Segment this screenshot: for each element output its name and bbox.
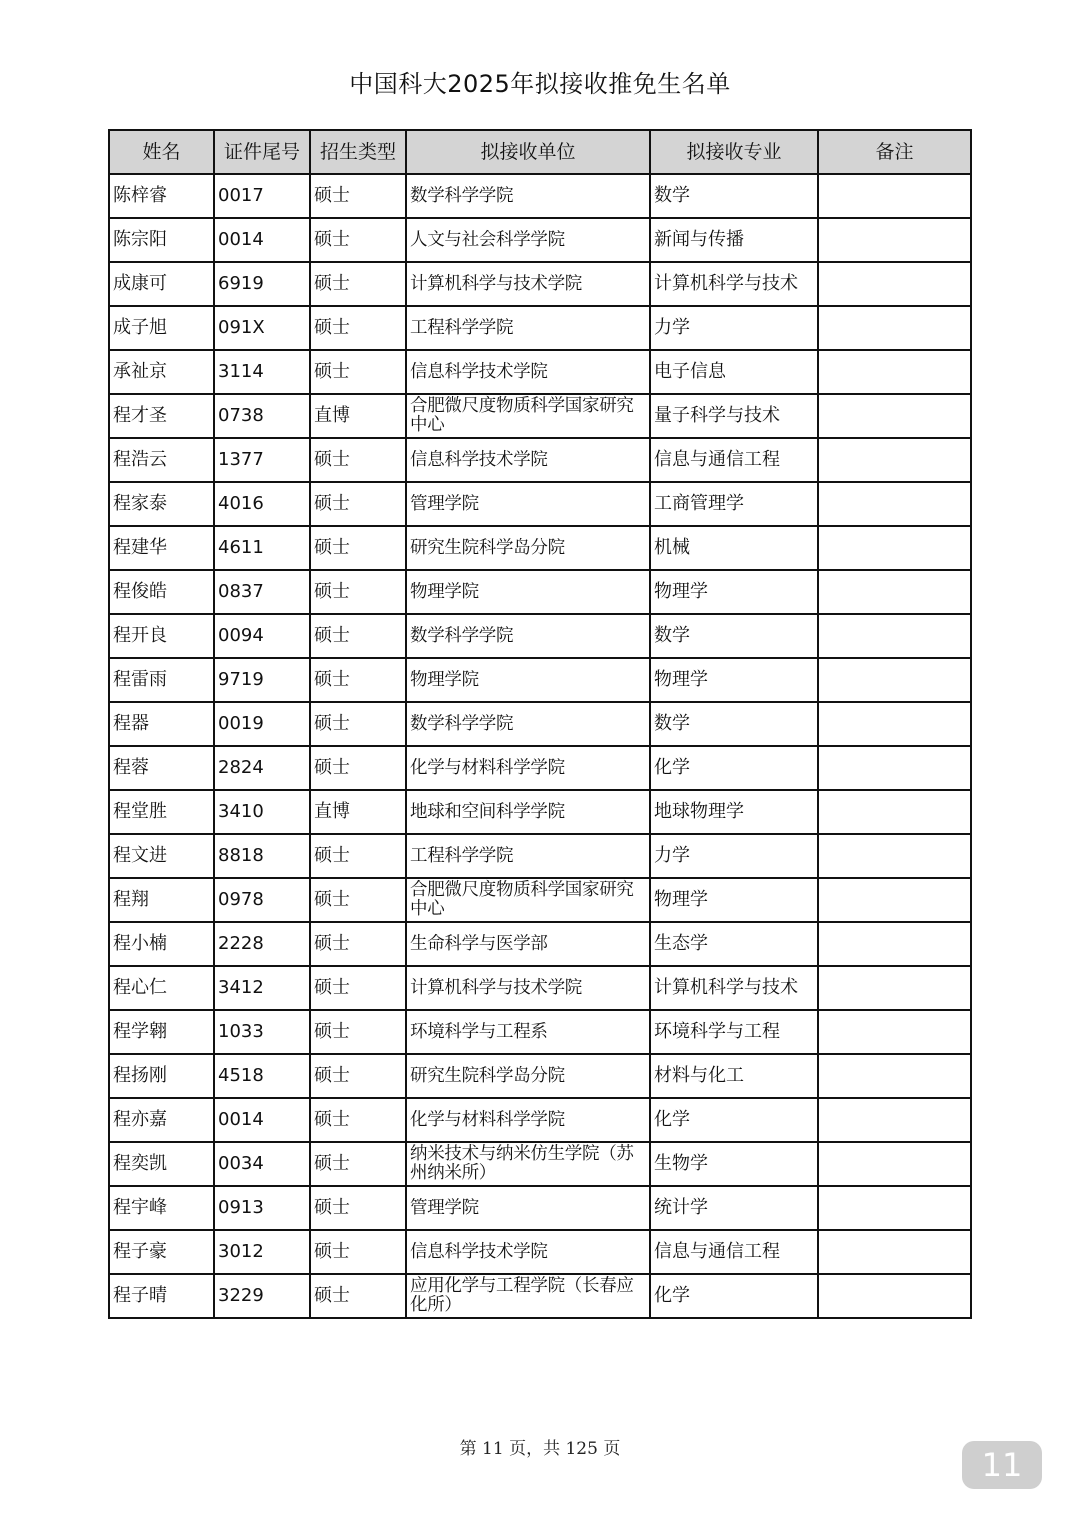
cell-remarks [818, 526, 971, 570]
cell-unit: 管理学院 [406, 482, 650, 526]
cell-id-suffix: 0014 [214, 1098, 310, 1142]
page-title: 中国科大2025年拟接收推免生名单 [349, 70, 731, 98]
page-number-footer: 第 11 页，共 125 页 [459, 1439, 621, 1459]
cell-enroll-type: 硕士 [310, 262, 406, 306]
header-id-suffix: 证件尾号 [214, 130, 310, 174]
table-row [109, 1098, 971, 1142]
cell-id-suffix: 1377 [214, 438, 310, 482]
cell-unit: 纳米技术与纳米仿生学院（苏州纳米所） [406, 1142, 650, 1186]
cell-id-suffix: 6919 [214, 262, 310, 306]
header-unit: 拟接收单位 [406, 130, 650, 174]
cell-unit: 信息科学技术学院 [406, 438, 650, 482]
cell-enroll-type: 硕士 [310, 614, 406, 658]
cell-enroll-type: 直博 [310, 394, 406, 438]
cell-major: 信息与通信工程 [650, 1230, 818, 1274]
cell-name: 程雷雨 [109, 658, 214, 702]
cell-unit: 计算机科学与技术学院 [406, 262, 650, 306]
cell-name: 程奕凯 [109, 1142, 214, 1186]
cell-unit: 数学科学学院 [406, 702, 650, 746]
cell-id-suffix: 0034 [214, 1142, 310, 1186]
cell-enroll-type: 直博 [310, 790, 406, 834]
cell-unit: 信息科学技术学院 [406, 1230, 650, 1274]
cell-unit: 工程科学学院 [406, 306, 650, 350]
cell-major: 生物学 [650, 1142, 818, 1186]
cell-unit: 研究生院科学岛分院 [406, 526, 650, 570]
cell-remarks [818, 1274, 971, 1318]
table-row [109, 878, 971, 922]
table-row [109, 306, 971, 350]
cell-remarks [818, 1230, 971, 1274]
table-row [109, 614, 971, 658]
cell-major: 化学 [650, 746, 818, 790]
table-row [109, 174, 971, 218]
cell-remarks [818, 262, 971, 306]
cell-enroll-type: 硕士 [310, 1142, 406, 1186]
cell-id-suffix: 2228 [214, 922, 310, 966]
cell-major: 材料与化工 [650, 1054, 818, 1098]
table-row [109, 746, 971, 790]
cell-major: 物理学 [650, 570, 818, 614]
cell-id-suffix: 0913 [214, 1186, 310, 1230]
cell-enroll-type: 硕士 [310, 306, 406, 350]
cell-major: 生态学 [650, 922, 818, 966]
cell-remarks [818, 218, 971, 262]
cell-enroll-type: 硕士 [310, 1054, 406, 1098]
cell-major: 新闻与传播 [650, 218, 818, 262]
page-number-badge: 11 [962, 1441, 1042, 1489]
cell-id-suffix: 3229 [214, 1274, 310, 1318]
table-row [109, 394, 971, 438]
cell-unit: 工程科学学院 [406, 834, 650, 878]
cell-remarks [818, 1142, 971, 1186]
cell-enroll-type: 硕士 [310, 1230, 406, 1274]
cell-major: 统计学 [650, 1186, 818, 1230]
table-row [109, 1230, 971, 1274]
cell-id-suffix: 0019 [214, 702, 310, 746]
cell-unit: 人文与社会科学学院 [406, 218, 650, 262]
cell-name: 成康可 [109, 262, 214, 306]
cell-enroll-type: 硕士 [310, 1098, 406, 1142]
cell-major: 计算机科学与技术 [650, 966, 818, 1010]
cell-major: 数学 [650, 174, 818, 218]
cell-remarks [818, 790, 971, 834]
cell-enroll-type: 硕士 [310, 570, 406, 614]
cell-id-suffix: 3012 [214, 1230, 310, 1274]
cell-major: 信息与通信工程 [650, 438, 818, 482]
cell-id-suffix: 4518 [214, 1054, 310, 1098]
cell-name: 程宇峰 [109, 1186, 214, 1230]
table-row [109, 1186, 971, 1230]
cell-remarks [818, 1186, 971, 1230]
cell-unit: 化学与材料科学学院 [406, 1098, 650, 1142]
cell-name: 程堂胜 [109, 790, 214, 834]
cell-major: 计算机科学与技术 [650, 262, 818, 306]
cell-enroll-type: 硕士 [310, 834, 406, 878]
cell-name: 程学翱 [109, 1010, 214, 1054]
cell-name: 成子旭 [109, 306, 214, 350]
cell-unit: 应用化学与工程学院（长春应化所） [406, 1274, 650, 1318]
cell-name: 程家泰 [109, 482, 214, 526]
cell-remarks [818, 438, 971, 482]
cell-unit: 研究生院科学岛分院 [406, 1054, 650, 1098]
cell-id-suffix: 8818 [214, 834, 310, 878]
cell-name: 程文进 [109, 834, 214, 878]
table-row [109, 834, 971, 878]
table-row [109, 570, 971, 614]
cell-name: 程器 [109, 702, 214, 746]
cell-id-suffix: 091X [214, 306, 310, 350]
header-remarks: 备注 [818, 130, 971, 174]
cell-name: 陈宗阳 [109, 218, 214, 262]
cell-major: 环境科学与工程 [650, 1010, 818, 1054]
cell-id-suffix: 2824 [214, 746, 310, 790]
cell-remarks [818, 482, 971, 526]
cell-enroll-type: 硕士 [310, 922, 406, 966]
cell-name: 程建华 [109, 526, 214, 570]
cell-enroll-type: 硕士 [310, 658, 406, 702]
cell-name: 程扬刚 [109, 1054, 214, 1098]
cell-major: 力学 [650, 306, 818, 350]
cell-remarks [818, 306, 971, 350]
table-row [109, 790, 971, 834]
cell-name: 程开良 [109, 614, 214, 658]
table-row [109, 350, 971, 394]
cell-name: 程子豪 [109, 1230, 214, 1274]
cell-name: 程子晴 [109, 1274, 214, 1318]
table-row [109, 1274, 971, 1318]
cell-remarks [818, 1098, 971, 1142]
cell-id-suffix: 4611 [214, 526, 310, 570]
cell-remarks [818, 1010, 971, 1054]
cell-major: 地球物理学 [650, 790, 818, 834]
cell-major: 电子信息 [650, 350, 818, 394]
cell-id-suffix: 4016 [214, 482, 310, 526]
cell-remarks [818, 1054, 971, 1098]
cell-enroll-type: 硕士 [310, 526, 406, 570]
cell-major: 数学 [650, 702, 818, 746]
cell-id-suffix: 3412 [214, 966, 310, 1010]
cell-unit: 地球和空间科学学院 [406, 790, 650, 834]
header-name: 姓名 [109, 130, 214, 174]
cell-name: 程才圣 [109, 394, 214, 438]
cell-remarks [818, 658, 971, 702]
cell-id-suffix: 0978 [214, 878, 310, 922]
cell-major: 机械 [650, 526, 818, 570]
cell-unit: 信息科学技术学院 [406, 350, 650, 394]
cell-major: 化学 [650, 1274, 818, 1318]
cell-unit: 物理学院 [406, 658, 650, 702]
cell-enroll-type: 硕士 [310, 966, 406, 1010]
table-row [109, 1054, 971, 1098]
cell-remarks [818, 350, 971, 394]
cell-remarks [818, 614, 971, 658]
cell-id-suffix: 0014 [214, 218, 310, 262]
cell-enroll-type: 硕士 [310, 702, 406, 746]
table-row [109, 262, 971, 306]
cell-enroll-type: 硕士 [310, 878, 406, 922]
cell-unit: 合肥微尺度物质科学国家研究中心 [406, 878, 650, 922]
cell-major: 物理学 [650, 878, 818, 922]
table-row [109, 482, 971, 526]
table-row [109, 1142, 971, 1186]
cell-name: 程蓉 [109, 746, 214, 790]
cell-major: 工商管理学 [650, 482, 818, 526]
table-row [109, 438, 971, 482]
cell-remarks [818, 966, 971, 1010]
cell-enroll-type: 硕士 [310, 482, 406, 526]
cell-name: 程小楠 [109, 922, 214, 966]
table-body [109, 174, 971, 1318]
table-row [109, 702, 971, 746]
cell-remarks [818, 922, 971, 966]
cell-unit: 化学与材料科学学院 [406, 746, 650, 790]
cell-name: 程浩云 [109, 438, 214, 482]
cell-major: 化学 [650, 1098, 818, 1142]
cell-unit: 环境科学与工程系 [406, 1010, 650, 1054]
cell-id-suffix: 0837 [214, 570, 310, 614]
cell-major: 力学 [650, 834, 818, 878]
cell-name: 陈梓睿 [109, 174, 214, 218]
table-row [109, 922, 971, 966]
table-row [109, 1010, 971, 1054]
cell-unit: 管理学院 [406, 1186, 650, 1230]
cell-id-suffix: 0094 [214, 614, 310, 658]
cell-unit: 计算机科学与技术学院 [406, 966, 650, 1010]
table-row [109, 218, 971, 262]
cell-enroll-type: 硕士 [310, 218, 406, 262]
cell-enroll-type: 硕士 [310, 350, 406, 394]
cell-unit: 数学科学学院 [406, 614, 650, 658]
cell-remarks [818, 570, 971, 614]
cell-id-suffix: 0017 [214, 174, 310, 218]
cell-remarks [818, 174, 971, 218]
cell-major: 量子科学与技术 [650, 394, 818, 438]
cell-name: 程心仁 [109, 966, 214, 1010]
header-major: 拟接收专业 [650, 130, 818, 174]
cell-name: 程亦嘉 [109, 1098, 214, 1142]
cell-id-suffix: 3410 [214, 790, 310, 834]
cell-name: 承祉京 [109, 350, 214, 394]
cell-enroll-type: 硕士 [310, 438, 406, 482]
cell-unit: 数学科学学院 [406, 174, 650, 218]
cell-unit: 生命科学与医学部 [406, 922, 650, 966]
cell-unit: 物理学院 [406, 570, 650, 614]
table-row [109, 658, 971, 702]
cell-name: 程俊皓 [109, 570, 214, 614]
cell-enroll-type: 硕士 [310, 174, 406, 218]
cell-remarks [818, 394, 971, 438]
cell-major: 物理学 [650, 658, 818, 702]
cell-enroll-type: 硕士 [310, 1010, 406, 1054]
cell-remarks [818, 878, 971, 922]
cell-enroll-type: 硕士 [310, 1186, 406, 1230]
admission-list-table [108, 129, 972, 1319]
cell-major: 数学 [650, 614, 818, 658]
cell-name: 程翔 [109, 878, 214, 922]
cell-enroll-type: 硕士 [310, 746, 406, 790]
table-row [109, 526, 971, 570]
cell-remarks [818, 746, 971, 790]
cell-enroll-type: 硕士 [310, 1274, 406, 1318]
cell-remarks [818, 834, 971, 878]
cell-id-suffix: 0738 [214, 394, 310, 438]
cell-id-suffix: 3114 [214, 350, 310, 394]
cell-remarks [818, 702, 971, 746]
cell-id-suffix: 1033 [214, 1010, 310, 1054]
table-header-row [109, 130, 971, 174]
cell-id-suffix: 9719 [214, 658, 310, 702]
cell-unit: 合肥微尺度物质科学国家研究中心 [406, 394, 650, 438]
header-enroll-type: 招生类型 [310, 130, 406, 174]
table-row [109, 966, 971, 1010]
